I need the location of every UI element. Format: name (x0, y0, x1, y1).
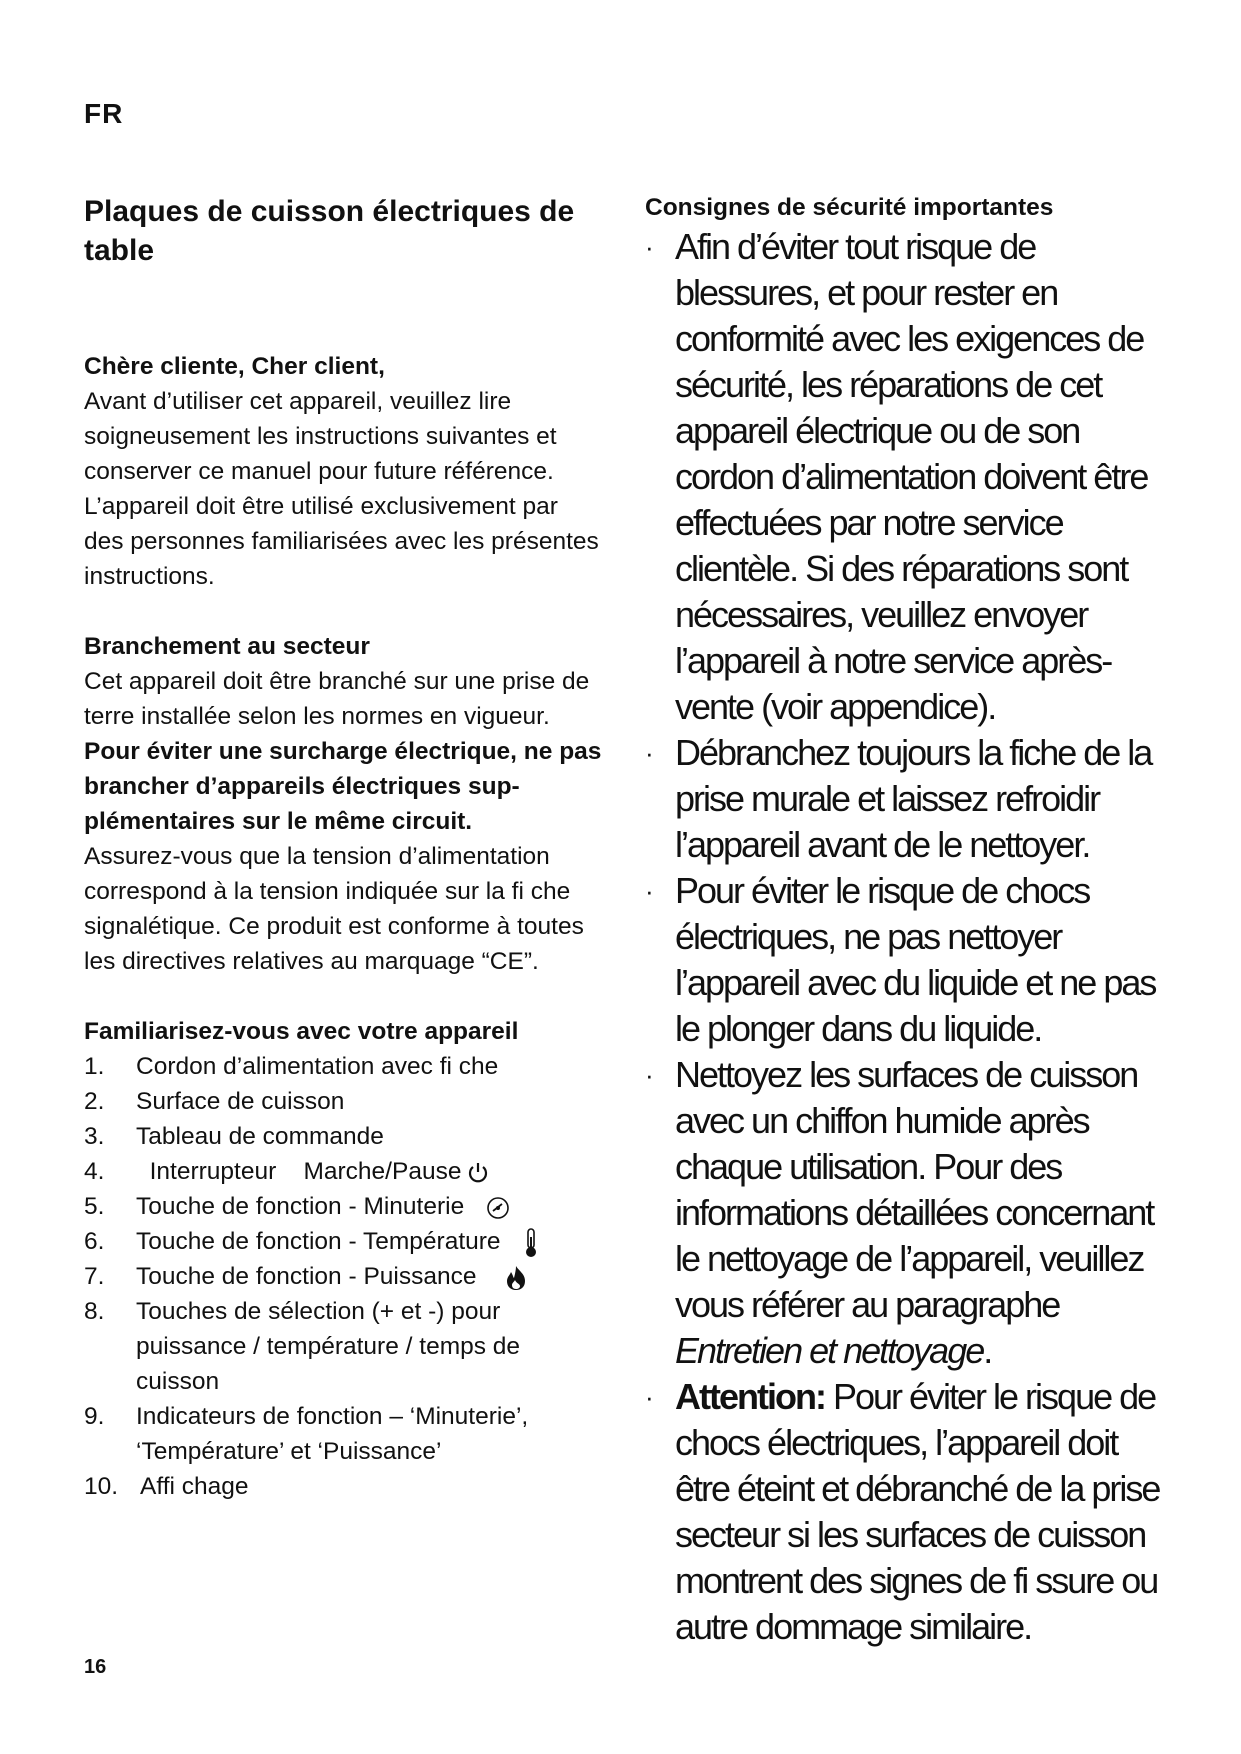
safety-heading: Consignes de sécurité importantes (645, 194, 1054, 221)
power-icon (467, 1162, 489, 1184)
power-warning: Pour éviter une surcharge électrique, ne pas brancher d’appareils électriques sup-plémentaires sur le même circuit. (84, 738, 602, 835)
list-item: · Débranchez toujours la fiche de la prise murale et laissez refroidir l’appareil avant de le nettoyer. (645, 732, 1152, 865)
cleaning-section-reference: Entretien et nettoyage (675, 1330, 984, 1371)
list-item: 9. Indicateurs de fonction – ‘Minuterie’, ‘Température’ et ‘Puissance’ (84, 1403, 529, 1465)
greeting: Chère cliente, Cher client, (84, 353, 385, 380)
timer-icon (486, 1196, 510, 1220)
safety-list (645, 224, 1165, 1650)
list-item: 3. Tableau de commande (84, 1123, 384, 1150)
language-code: FR (84, 98, 124, 129)
list-item: 6. Touche de fonction - Température (84, 1224, 604, 1259)
list-item: · Nettoyez les surfaces de cuisson avec un chiffon humide après chaque utilisation. Pour des informations détaillées concernant le nettoyage de l’appareil, veuillez vous référer au paragraphe Entretien et nettoyage. (645, 1054, 1154, 1371)
intro-paragraph: Avant d’utiliser cet appareil, veuillez lire soigneusement les instructions suivantes et conserver ce manuel pour future référence. L’appareil doit être utilisé exclusivement par des personnes familiarisées avec les présentes instructions. (84, 388, 599, 590)
thermometer-icon (523, 1228, 539, 1258)
power-paragraph-2: Assurez-vous que la tension d’alimentation correspond à la tension indiquée sur la fi che signalétique. Ce produit est conforme à toutes les directives relatives au marquage “CE”. (84, 843, 584, 975)
parts-list (84, 1049, 604, 1504)
list-item: 10. Affi chage (84, 1473, 249, 1500)
list-item: 5. Touche de fonction - Minuterie (84, 1189, 604, 1224)
list-item: 1. Cordon d’alimentation avec fi che (84, 1053, 499, 1080)
attention-label: Attention: (675, 1376, 825, 1417)
list-item: 7. Touche de fonction - Puissance (84, 1259, 604, 1294)
list-item: 2. Surface de cuisson (84, 1088, 345, 1115)
list-item: · Afin d’éviter tout risque de blessures, et pour rester en conformité avec les exigences de sécurité, les réparations de cet appareil électrique ou de son cordon d’alimentation doivent être effectuées par notre service clientèle. Si des réparations sont nécessaires, veuillez envoyer l’appareil à notre service après-vente (voir appendice). (645, 226, 1148, 727)
power-heading: Branchement au secteur (84, 633, 370, 660)
list-item: · Pour éviter le risque de chocs électriques, ne pas nettoyer l’appareil avec du liquide et ne pas le plonger dans du liquide. (645, 870, 1156, 1049)
list-item: 4. Interrupteur Marche/Pause (84, 1154, 604, 1189)
power-paragraph: Cet appareil doit être branché sur une prise de terre installée selon les normes en vigueur. (84, 668, 590, 730)
flame-icon (503, 1265, 529, 1291)
parts-heading: Familiarisez-vous avec votre appareil (84, 1018, 519, 1045)
left-column (84, 192, 604, 1504)
page-title: Plaques de cuisson électriques de table (84, 195, 575, 267)
right-column (645, 192, 1165, 1650)
list-item: · Attention: Pour éviter le risque de chocs électriques, l’appareil doit être éteint et débranché de la prise secteur si les surfaces de cuisson montrent des signes de fi ssure ou autre dommage similaire. (645, 1376, 1160, 1647)
page-number: 16 (84, 1656, 107, 1678)
list-item: 8. Touches de sélection (+ et -) pour puissance / température / temps de cuisson (84, 1298, 521, 1395)
